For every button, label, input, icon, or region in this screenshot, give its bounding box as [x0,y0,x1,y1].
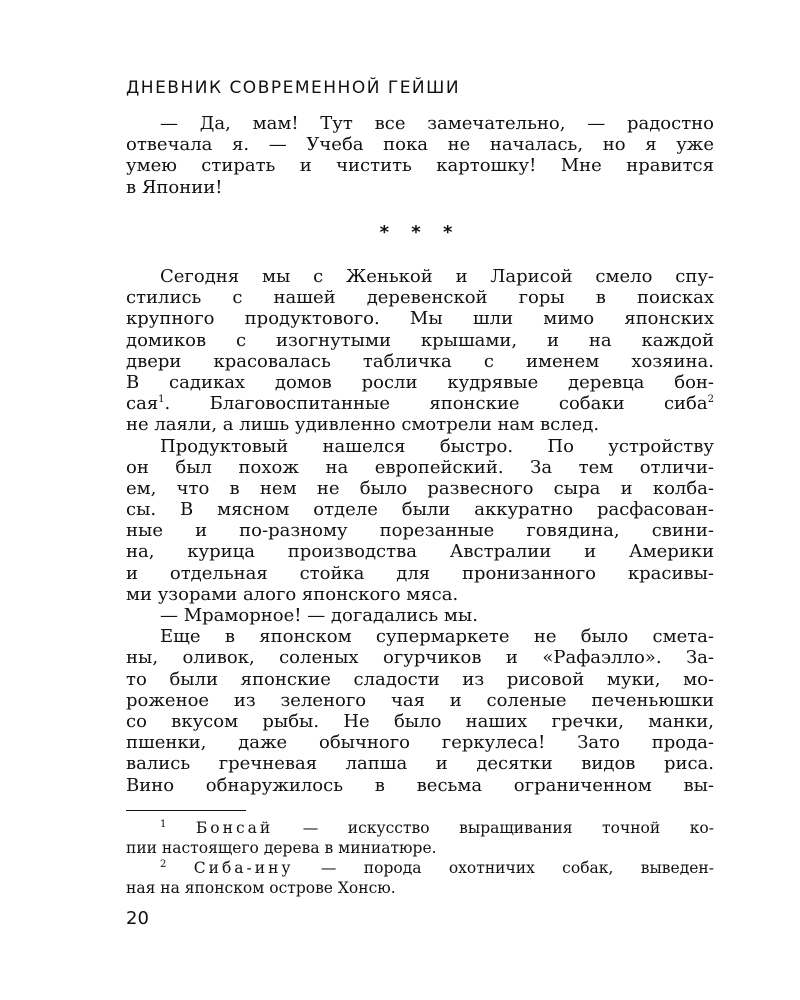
text-line: в Японии! [126,176,223,198]
text-line: домиков с изогнутыми крышами, и на каждой [126,329,714,351]
text-line: — Да, мам! Тут все замечательно, — радостно [160,113,714,134]
text-line: Еще в японском супермаркете не было смета- [160,626,714,648]
text-line: сы. В мясном отделе были аккуратно расфасован- [126,499,714,521]
text-line [126,393,714,414]
text-line: вались гречневая лапша и десятки видов риса. [126,753,714,775]
footnote-mark: 1 [160,818,167,830]
text-line: ем, что в нем не было развесного сыра и колба- [126,477,714,499]
dialogue-paragraph [126,113,714,198]
footnote-term: Сиба-ину [193,859,294,877]
text-line: со вкусом рыбы. Не было наших гречки, манки, [126,710,714,732]
text-line: Продуктовый нашелся быстро. По устройству [160,435,714,457]
footnote-1 [126,818,714,838]
text-line: не лаяли, а лишь удивленно смотрели нам вслед. [126,414,600,436]
text-line: отвечала я. — Учеба пока не началась, но я уже [126,134,714,156]
footnote-2-continued: ная на японском острове Хонсю. [126,879,396,897]
text-line: В садиках домов росли кудрявые деревца бон- [126,371,714,393]
text-line: умею стирать и чистить картошку! Мне нравится [126,155,714,177]
text-line: Сегодня мы с Женькой и Ларисой смело спу- [160,266,714,287]
text-line: роженое из зеленого чая и соленые печеньюшки [126,689,714,711]
footnote-1-continued: пии настоящего дерева в миниатюре. [126,839,437,857]
footnote-text: — порода охотничих собак, выведен- [293,859,714,877]
footnote-mark: 2 [160,858,167,870]
text-line: пшенки, даже обычного геркулеса! Зато прода- [126,732,714,754]
text-line: — Мраморное! — догадались мы. [160,605,478,626]
section-separator: * * * [379,222,461,243]
footnote-2 [126,858,714,878]
text-line: то были японские сладости из рисовой муки, мо- [126,668,714,690]
text-fragment: сая [126,393,159,415]
footnote-text: — искусство выращивания точной ко- [273,819,714,837]
footnote-term: Бонсай [195,819,274,837]
footnote-ref-1[interactable]: 1 [158,394,165,406]
text-line: Вино обнаружилось в весьма ограниченном вы- [126,774,714,796]
text-fragment: . Благовоспитанные японские собаки сиба [164,393,708,415]
text-line: крупного продуктового. Мы шли мимо японских [126,308,714,330]
footnote-ref-2[interactable]: 2 [707,394,714,406]
page-number: 20 [126,908,149,929]
text-line: он был похож на европейский. За тем отличи- [126,456,714,478]
footnotes [126,818,714,898]
text-line: стились с нашей деревенской горы в поисках [126,287,714,309]
text-line: ны, оливок, соленых огурчиков и «Рафаэлло». За- [126,647,714,669]
book-page [126,0,714,1000]
main-text [126,266,714,796]
text-line: на, курица производства Австралии и Америки [126,541,714,563]
text-line: ми узорами алого японского мяса. [126,583,459,605]
running-title: ДНЕВНИК СОВРЕМЕННОЙ ГЕЙШИ [126,78,461,98]
text-line: двери красовалась табличка с именем хозяина. [126,350,714,372]
text-line: и отдельная стойка для пронизанного красивы- [126,562,714,584]
footnote-divider [126,810,246,811]
text-line: ные и по-разному порезанные говядина, свини- [126,520,714,542]
